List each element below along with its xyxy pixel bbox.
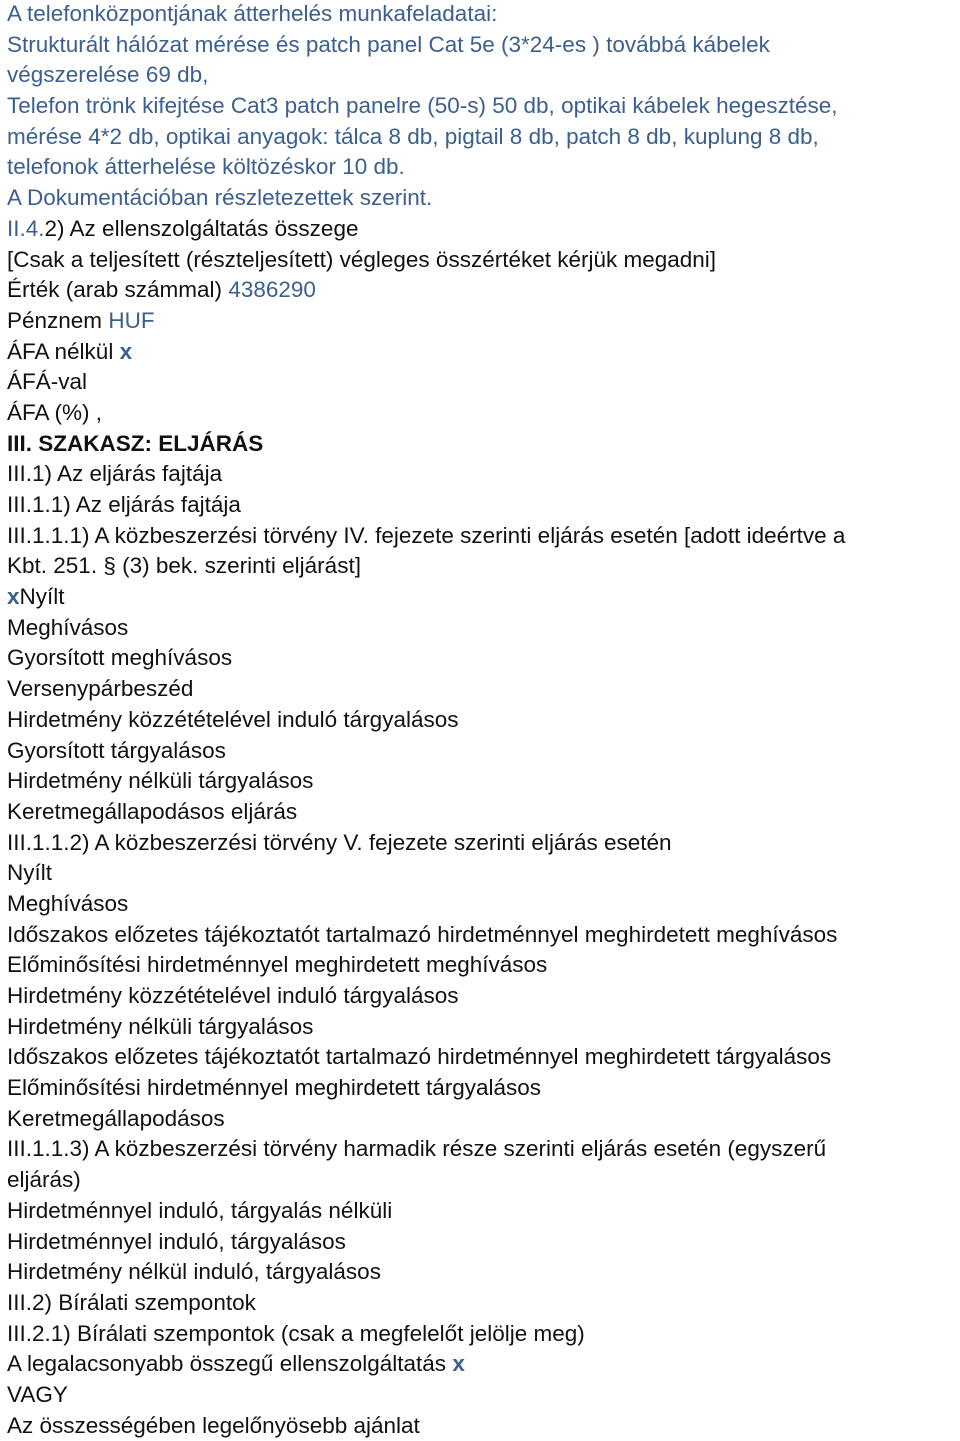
vat-pct-row: ÁFA (%) , xyxy=(7,399,103,425)
intro-line-7: A Dokumentációban részletezettek szerint. xyxy=(7,185,433,211)
procedure-option: Hirdetmény közzétételével induló tárgyalásos xyxy=(7,983,459,1008)
kbt-ref: Kbt. 251. xyxy=(7,553,98,579)
procedure-option: Gyorsított tárgyalásos xyxy=(7,737,226,763)
procedure-option: Időszakos előzetes tájékoztatót tartalmazó hirdetménnyel meghirdetett meghívásos xyxy=(7,921,838,947)
procedure-option: Hirdetmény nélküli tárgyalásos xyxy=(7,1013,314,1039)
section-iii-heading: III. SZAKASZ: ELJÁRÁS xyxy=(7,430,264,456)
criterion-label: A legalacsonyabb összegű ellenszolgáltatás xyxy=(7,1351,447,1377)
value-amount: 4386290 xyxy=(228,277,316,303)
intro-line-3: végszerelése 69 db, xyxy=(7,62,209,88)
lowest-price-check-mark: x xyxy=(452,1351,465,1377)
procedure-option-open xyxy=(7,582,960,613)
criterion-lowest-price xyxy=(7,1349,960,1380)
section-note: [Csak a teljesített (részteljesített) végleges összértéket kérjük megadni] xyxy=(7,246,717,272)
vat-excl-check-mark: x xyxy=(119,338,133,364)
currency-label: Pénznem xyxy=(7,307,103,333)
criterion-best-value: Az összességében legelőnyösebb ajánlat xyxy=(7,1412,420,1438)
procedure-option: Gyorsított meghívásos xyxy=(7,645,233,671)
section-iii-1: III.1) Az eljárás fajtája xyxy=(7,461,223,487)
paragraph-sign-icon: § xyxy=(103,553,116,579)
value-label: Érték (arab számmal) xyxy=(7,277,223,303)
section-iii-1-1: III.1.1) Az eljárás fajtája xyxy=(7,492,241,517)
intro-line-1: A telefonközpontjának átterhelés munkafeladatai: xyxy=(7,1,498,26)
procedure-option: Hirdetmény nélküli tárgyalásos xyxy=(7,768,314,794)
procedure-option: Versenypárbeszéd xyxy=(7,676,194,702)
vat-excl-label: ÁFA nélkül xyxy=(7,338,114,364)
open-check-mark: x xyxy=(7,584,20,610)
procedure-option: Hirdetménnyel induló, tárgyalás nélküli xyxy=(7,1197,393,1223)
section-iii-1-1-3-line2: eljárás) xyxy=(7,1167,81,1193)
procedure-option: Hirdetmény nélkül induló, tárgyalásos xyxy=(7,1259,381,1285)
section-iii-1-1-2: III.1.1.2) A közbeszerzési törvény V. fejezete szerinti eljárás esetén xyxy=(7,829,672,855)
value-row xyxy=(7,275,960,306)
intro-line-4: Telefon trönk kifejtése Cat3 patch panelre (50-s) 50 db, optikai kábelek hegesztése, xyxy=(7,93,838,119)
procedure-option: Előminősítési hirdetménnyel meghirdetett tárgyalásos xyxy=(7,1075,542,1101)
section-iii-2: III.2) Bírálati szempontok xyxy=(7,1289,256,1315)
section-ii-4-2-title xyxy=(7,214,960,245)
section-number: II.4. xyxy=(7,215,45,241)
intro-line-2: Strukturált hálózat mérése és patch panel Cat 5e (3*24-es ) továbbá kábelek xyxy=(7,31,770,57)
section-iii-1-1-1-line1: III.1.1.1) A közbeszerzési törvény IV. fejezete szerinti eljárás esetén [adott ideértve a xyxy=(7,522,846,548)
intro-line-5: mérése 4*2 db, optikai anyagok: tálca 8 db, pigtail 8 db, patch 8 db, kuplung 8 db, xyxy=(7,123,819,149)
procedure-option: Keretmegállapodásos eljárás xyxy=(7,798,298,824)
section-title: 2) Az ellenszolgáltatás összege xyxy=(44,215,359,241)
or-separator: VAGY xyxy=(7,1381,68,1407)
kbt-ref-rest: (3) bek. szerinti eljárást] xyxy=(115,553,361,579)
vat-excl-row xyxy=(7,337,960,368)
procedure-option: Előminősítési hirdetménnyel meghirdetett meghívásos xyxy=(7,952,548,978)
procedure-option: Meghívásos xyxy=(7,890,129,916)
section-iii-1-1-1-line2 xyxy=(7,551,960,582)
intro-line-6: telefonok átterhelése költözéskor 10 db. xyxy=(7,154,405,180)
procedure-option: Hirdetménnyel induló, tárgyalásos xyxy=(7,1228,346,1254)
procedure-option: Hirdetmény közzétételével induló tárgyalásos xyxy=(7,706,459,732)
currency-row xyxy=(7,306,960,337)
option-label: Nyílt xyxy=(19,584,65,610)
section-iii-1-1-3-line1: III.1.1.3) A közbeszerzési törvény harmadik része szerinti eljárás esetén (egyszerű xyxy=(7,1136,827,1162)
procedure-option: Keretmegállapodásos xyxy=(7,1105,225,1131)
procedure-option: Nyílt xyxy=(7,860,52,886)
vat-incl-row: ÁFÁ-val xyxy=(7,369,88,395)
section-iii-2-1: III.2.1) Bírálati szempontok (csak a megfelelőt jelölje meg) xyxy=(7,1320,585,1346)
currency-value: HUF xyxy=(108,307,155,333)
procedure-option: Meghívásos xyxy=(7,614,129,640)
procedure-option: Időszakos előzetes tájékoztatót tartalmazó hirdetménnyel meghirdetett tárgyalásos xyxy=(7,1044,832,1070)
